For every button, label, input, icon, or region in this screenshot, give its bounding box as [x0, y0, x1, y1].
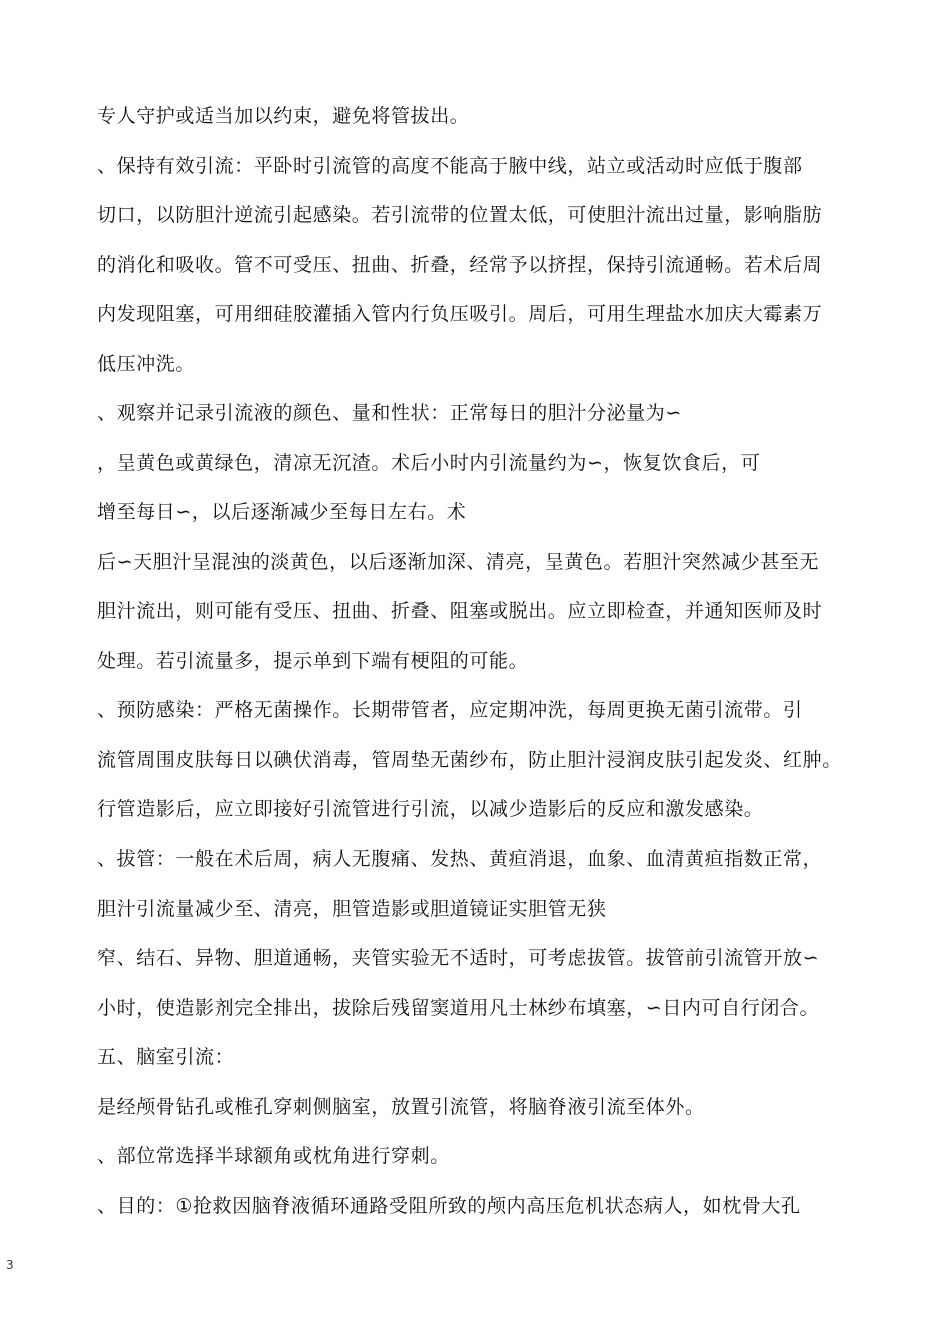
text-line-8: ，呈黄色或黄绿色，清凉无沉渣。术后小时内引流量约为∽，恢复饮食后，可 — [97, 452, 761, 474]
section-heading: 五、脑室引流： — [97, 1046, 235, 1068]
text-line-7: 、观察并记录引流液的颜色、量和性状：正常每日的胆汁分泌量为∽ — [97, 402, 682, 424]
text-line-21: 是经颅骨钻孔或椎孔穿刺侧脑室，放置引流管，将脑脊液引流至体外。 — [97, 1096, 705, 1118]
text-line-2: 、保持有效引流：平卧时引流管的高度不能高于腋中线，站立或活动时应低于腹部 — [97, 155, 803, 177]
page-number: 3 — [6, 1258, 14, 1272]
text-line-6: 低压冲洗。 — [97, 353, 196, 375]
text-line-5: 内发现阻塞，可用细硅胶灌插入管内行负压吸引。周后，可用生理盐水加庆大霉素万 — [97, 303, 823, 325]
text-line-10: 后∽天胆汁呈混浊的淡黄色，以后逐渐加深、清亮，呈黄色。若胆汁突然减少甚至无 — [97, 551, 820, 573]
text-line-15: 行管造影后，应立即接好引流管进行引流，以减少造影后的反应和激发感染。 — [97, 798, 764, 820]
text-line-4: 的消化和吸收。管不可受压、扭曲、折叠，经常予以挤捏，保持引流通畅。若术后周 — [97, 254, 823, 276]
text-line-16: 、拔管：一般在术后周，病人无腹痛、发热、黄疸消退，血象、血清黄疸指数正常， — [97, 848, 823, 870]
text-line-9: 增至每日∽，以后逐渐减少至每日左右。术 — [97, 501, 467, 523]
text-line-18: 窄、结石、异物、胆道通畅，夹管实验无不适时，可考虑拔管。拔管前引流管开放∽ — [97, 947, 820, 969]
text-line-14: 流管周围皮肤每日以碘伏消毒，管周垫无菌纱布，防止胆汁浸润皮肤引起发炎、红肿。 — [97, 749, 842, 771]
text-line-13: 、预防感染：严格无菌操作。长期带管者，应定期冲洗，每周更换无菌引流带。引 — [97, 699, 803, 721]
text-line-17: 胆汁引流量减少至、清亮，胆管造影或胆道镜证实胆管无狭 — [97, 898, 607, 920]
text-line-19: 小时，使造影剂完全排出，拔除后残留窦道用凡士林纱布填塞，∽日内可自行闭合。 — [97, 997, 820, 1019]
text-line-1: 专人守护或适当加以约束，避免将管拔出。 — [97, 105, 470, 127]
text-line-11: 胆汁流出，则可能有受压、扭曲、折叠、阻塞或脱出。应立即检查，并通知医师及时 — [97, 600, 823, 622]
text-line-22: 、部位常选择半球额角或枕角进行穿刺。 — [97, 1145, 450, 1167]
text-line-3: 切口，以防胆汁逆流引起感染。若引流带的位置太低，可使胆汁流出过量，影响脂肪 — [97, 204, 823, 226]
text-line-12: 处理。若引流量多，提示单到下端有梗阻的可能。 — [97, 650, 529, 672]
text-line-23: 、目的：①抢救因脑脊液循环通路受阻所致的颅内高压危机状态病人，如枕骨大孔 — [97, 1195, 801, 1217]
